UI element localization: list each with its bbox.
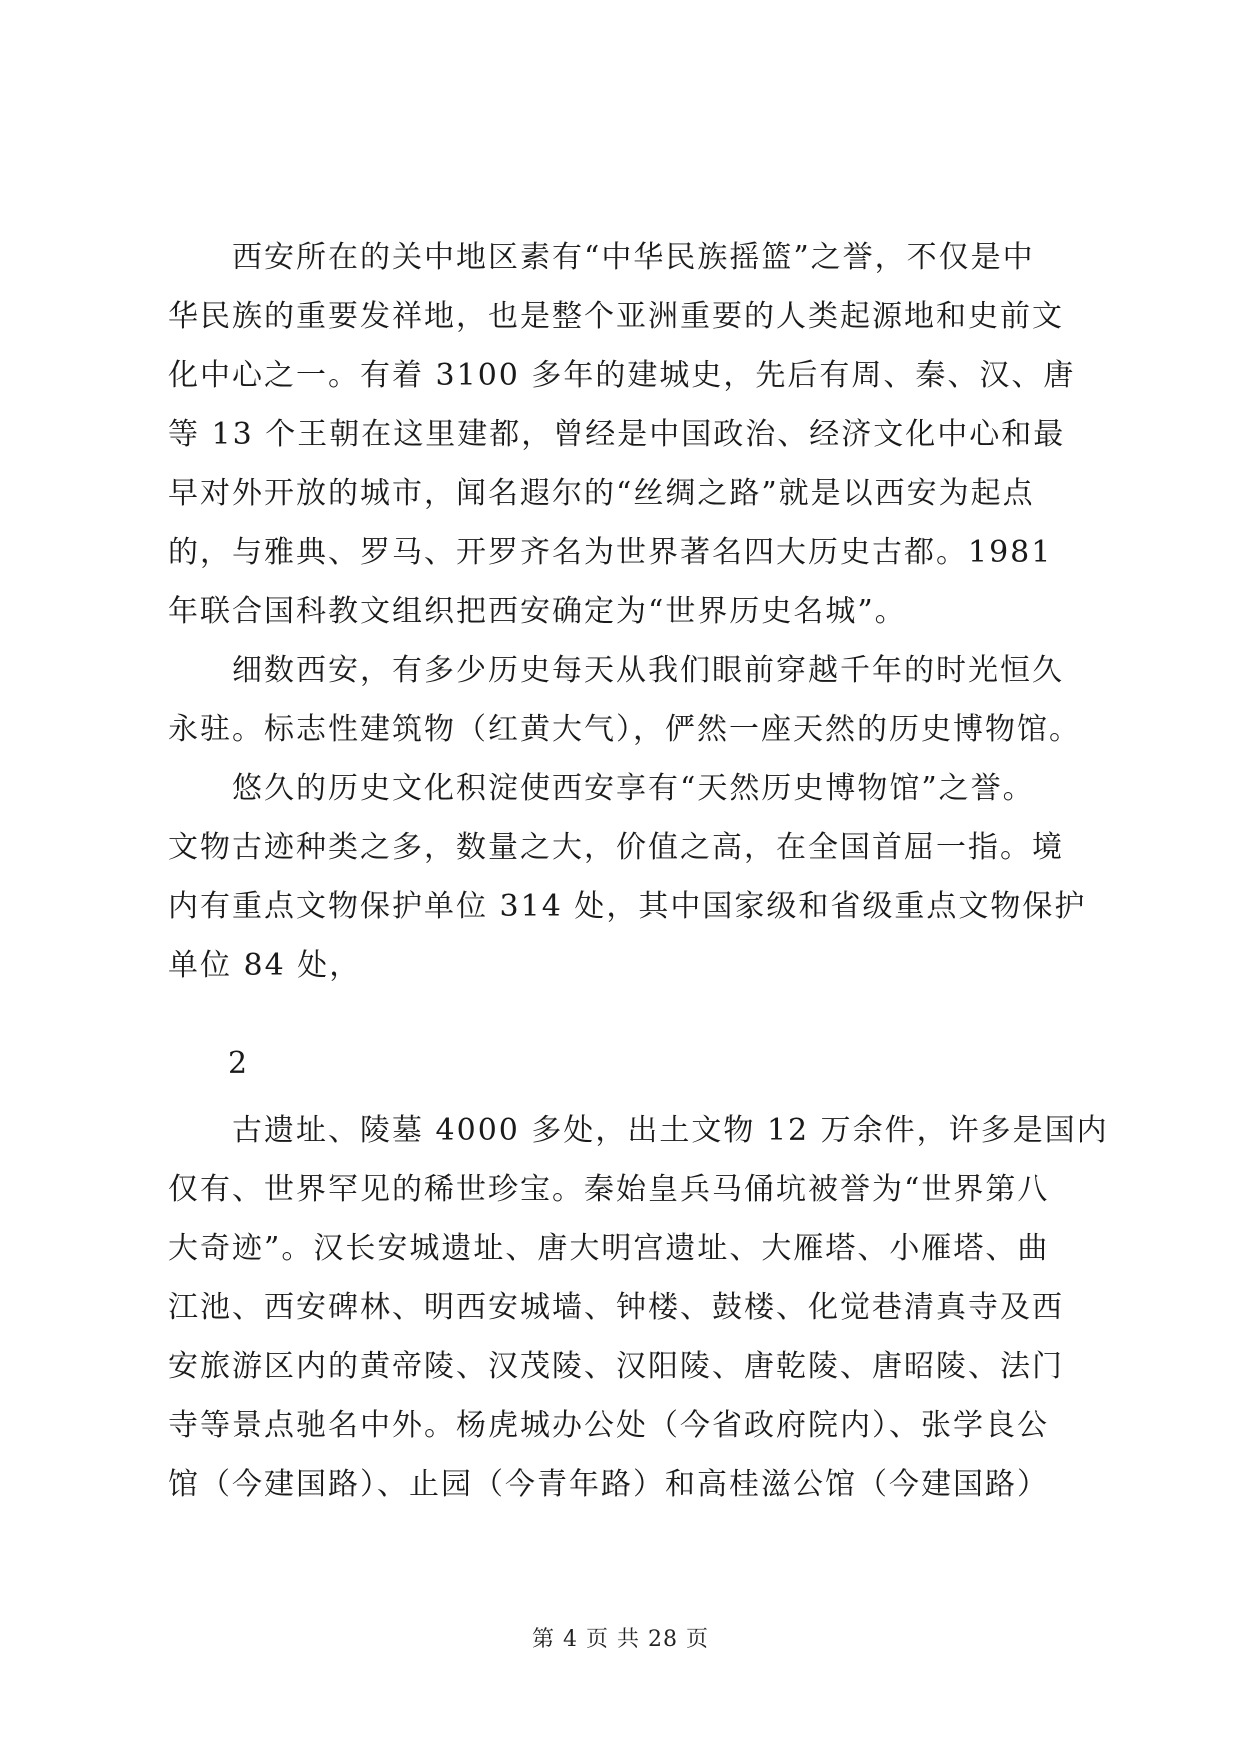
inline-page-number: 2 (228, 1046, 248, 1081)
text-line: 悠久的历史文化积淀使西安享有“天然历史博物馆”之誉。 (168, 771, 1035, 806)
text-line: 馆（今建国路）、止园（今青年路）和高桂滋公馆（今建国路） (168, 1467, 1049, 1502)
page-footer: 第 4 页 共 28 页 (532, 1627, 709, 1652)
text-line: 细数西安，有多少历史每天从我们眼前穿越千年的时光恒久 (168, 653, 1064, 688)
body-text-block-1 (168, 228, 1087, 995)
text-line: 文物古迹种类之多，数量之大，价值之高，在全国首屈一指。境 (168, 830, 1064, 865)
text-line: 的，与雅典、罗马、开罗齐名为世界著名四大历史古都。1981 (168, 535, 1053, 570)
text-line: 江池、西安碑林、明西安城墙、钟楼、鼓楼、化觉巷清真寺及西 (168, 1290, 1064, 1325)
text-line: 永驻。标志性建筑物（红黄大气），俨然一座天然的历史博物馆。 (168, 712, 1081, 747)
text-line: 内有重点文物保护单位 314 处，其中国家级和省级重点文物保护 (168, 889, 1087, 924)
text-line: 早对外开放的城市，闻名遐尔的“丝绸之路”就是以西安为起点 (168, 476, 1035, 511)
text-line: 大奇迹”。汉长安城遗址、唐大明宫遗址、大雁塔、小雁塔、曲 (168, 1231, 1050, 1266)
text-line: 古遗址、陵墓 4000 多处，出土文物 12 万余件，许多是国内 (168, 1113, 1109, 1148)
body-text-block-2 (168, 1101, 1109, 1514)
text-line: 西安所在的关中地区素有“中华民族摇篮”之誉，不仅是中 (168, 240, 1035, 275)
text-line: 寺等景点驰名中外。杨虎城办公处（今省政府院内）、张学良公 (168, 1408, 1049, 1443)
text-line: 仅有、世界罕见的稀世珍宝。秦始皇兵马俑坑被誉为“世界第八 (168, 1172, 1050, 1207)
text-line: 安旅游区内的黄帝陵、汉茂陵、汉阳陵、唐乾陵、唐昭陵、法门 (168, 1349, 1064, 1384)
text-line: 化中心之一。有着 3100 多年的建城史，先后有周、秦、汉、唐 (168, 358, 1076, 393)
text-line: 单位 84 处， (168, 948, 362, 983)
text-line: 等 13 个王朝在这里建都，曾经是中国政治、经济文化中心和最 (168, 417, 1066, 452)
text-line: 华民族的重要发祥地，也是整个亚洲重要的人类起源地和史前文 (168, 299, 1064, 334)
text-line: 年联合国科教文组织把西安确定为“世界历史名城”。 (168, 594, 907, 629)
